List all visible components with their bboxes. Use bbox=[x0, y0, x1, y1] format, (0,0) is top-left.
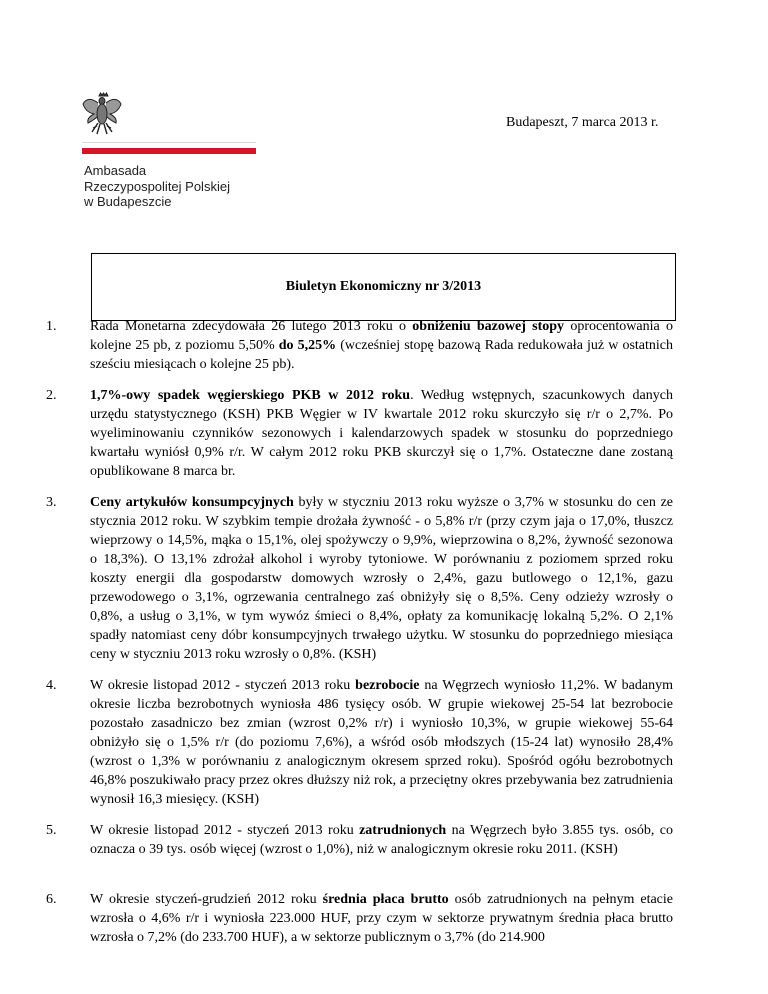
bold-text: 1,7%-owy spadek węgierskiego PKB w 2012 roku bbox=[90, 388, 411, 403]
bold-text: Ceny artykułów konsumpcyjnych bbox=[90, 495, 294, 510]
list-item bbox=[90, 493, 673, 664]
text-segment: na Węgrzech było 3.855 tys. osób, co oznacza o 39 tys. osób więcej (wzrost o 1,0%), niż w analogicznym okresie roku 2011. (KSH) bbox=[90, 823, 673, 857]
bold-text: do 5,25% bbox=[278, 338, 337, 353]
header-rule-red bbox=[82, 148, 256, 154]
text-segment: oprocentowania o kolejne 25 pb, z poziomu 5,50% bbox=[90, 319, 674, 353]
bold-text: bezrobocie bbox=[355, 678, 420, 693]
text-segment: Rada Monetarna zdecydowała 26 lutego 2013 roku o bbox=[90, 319, 413, 334]
item-number: 4. bbox=[46, 678, 57, 693]
document-date: Budapeszt, 7 marca 2013 r. bbox=[506, 115, 659, 130]
bulletin-title-box bbox=[91, 253, 676, 321]
list-item bbox=[90, 821, 673, 859]
text-segment: W okresie styczeń-grudzień 2012 roku bbox=[90, 892, 323, 907]
bold-text: średnia płaca brutto bbox=[322, 892, 449, 907]
text-segment: na Węgrzech wyniosło 11,2%. W badanym okresie liczba bezrobotnych wyniosła 486 tysięcy osób. W grupie wiekowej 25-54 lat bezrobocie pozostało zasadniczo bez zmian (wzrost 0,2% r/r) i wyniosło 10,3%, w grupie wiekowej 55-64 obniżyło się o 1,5% r/r (do poziomu 7,6%), a wśród osób młodszych (15-24 lat) wynosiło 28,4% (wzrost o 1,3% w porównaniu z analogicznym okresem sprzed roku). Spośród ogółu bezrobotnych 46,8% poszukiwało pracy przez okres dłuższy niż rok, a przeciętny okres przebywania bez zatrudnienia wynosił 16,3 miesięcy. (KSH) bbox=[90, 678, 674, 807]
embassy-name bbox=[84, 163, 230, 210]
item-number: 1. bbox=[46, 319, 57, 334]
text-segment: były w styczniu 2013 roku wyższe o 3,7% w stosunku do cen ze stycznia 2012 roku. W szybkim tempie drożała żywność - o 5,8% r/r (przy czym jaja o 17,0%, tłuszcz wieprzowy o 14,5%, mąka o 15,1%, olej spożywczy o 9,9%, wieprzowina o 8,2%, żywność sezonowa o 18,3%). O 13,1% zdrożał alkohol i wyroby tytoniowe. W porównaniu z poziomem sprzed roku koszty energii dla gospodarstw domowych wzrosły o 2,4%, gazu butlowego o 12,1%, gazu przewodowego o 3,1%, ogrzewania centralnego zaś obniżyły się o 8,5%. Ceny odzieży wzrosły o 0,8%, a usług o 3,1%, w tym wywóz śmieci o 8,4%, opłaty za komunikację lokalną 5,2%. O 2,1% spadły natomiast ceny dóbr konsumpcyjnych trwałego użytku. W stosunku do poprzedniego miesiąca ceny w styczniu 2013 roku wzrosły o 0,8%. (KSH) bbox=[90, 495, 673, 662]
bold-text: obniżeniu bazowej stopy bbox=[412, 319, 565, 334]
list-item bbox=[90, 676, 673, 809]
text-segment: (wcześniej stopę bazową Rada redukowała już w ostatnich sześciu miesiącach o kolejne 25 pb). bbox=[90, 338, 673, 372]
list-item bbox=[90, 386, 673, 481]
item-number: 6. bbox=[46, 892, 57, 907]
text-segment: W okresie listopad 2012 - styczeń 2013 roku bbox=[90, 678, 356, 693]
text-segment: . Według wstępnych, szacunkowych danych urzędu statystycznego (KSH) PKB Węgier w IV kwartale 2012 roku skurczyło się r/r o 2,7%. Po wyeliminowaniu czynników sezonowych i kalendarzowych spadek w stosunku do poprzedniego kwartału wyniósł 0,9% r/r. W całym 2012 roku PKB skurczył się o 1,7%. Ostateczne dane zostaną opublikowane 8 marca br. bbox=[90, 388, 673, 479]
header-rule-gray bbox=[82, 142, 256, 143]
text-segment: W okresie listopad 2012 - styczeń 2013 roku bbox=[90, 823, 360, 838]
embassy-line-3: w Budapeszcie bbox=[84, 194, 172, 209]
list-item bbox=[90, 890, 673, 947]
bulletin-title: Biuletyn Ekonomiczny nr 3/2013 bbox=[285, 279, 482, 294]
item-number: 2. bbox=[46, 388, 57, 403]
embassy-line-1: Ambasada bbox=[84, 163, 147, 178]
embassy-line-2: Rzeczypospolitej Polskiej bbox=[84, 178, 230, 194]
polish-eagle-emblem-icon bbox=[82, 92, 122, 136]
list-item bbox=[90, 317, 673, 374]
item-number: 3. bbox=[46, 495, 57, 510]
item-number: 5. bbox=[46, 823, 57, 838]
bold-text: zatrudnionych bbox=[359, 823, 447, 838]
text-segment: osób zatrudnionych na pełnym etacie wzrosła o 4,6% r/r i wyniosła 223.000 HUF, przy czym w sektorze prywatnym średnia płaca brutto wzrosła o 7,2% (do 233.700 HUF), a w sektorze publicznym o 3,7% (do 214.900 bbox=[90, 892, 674, 945]
